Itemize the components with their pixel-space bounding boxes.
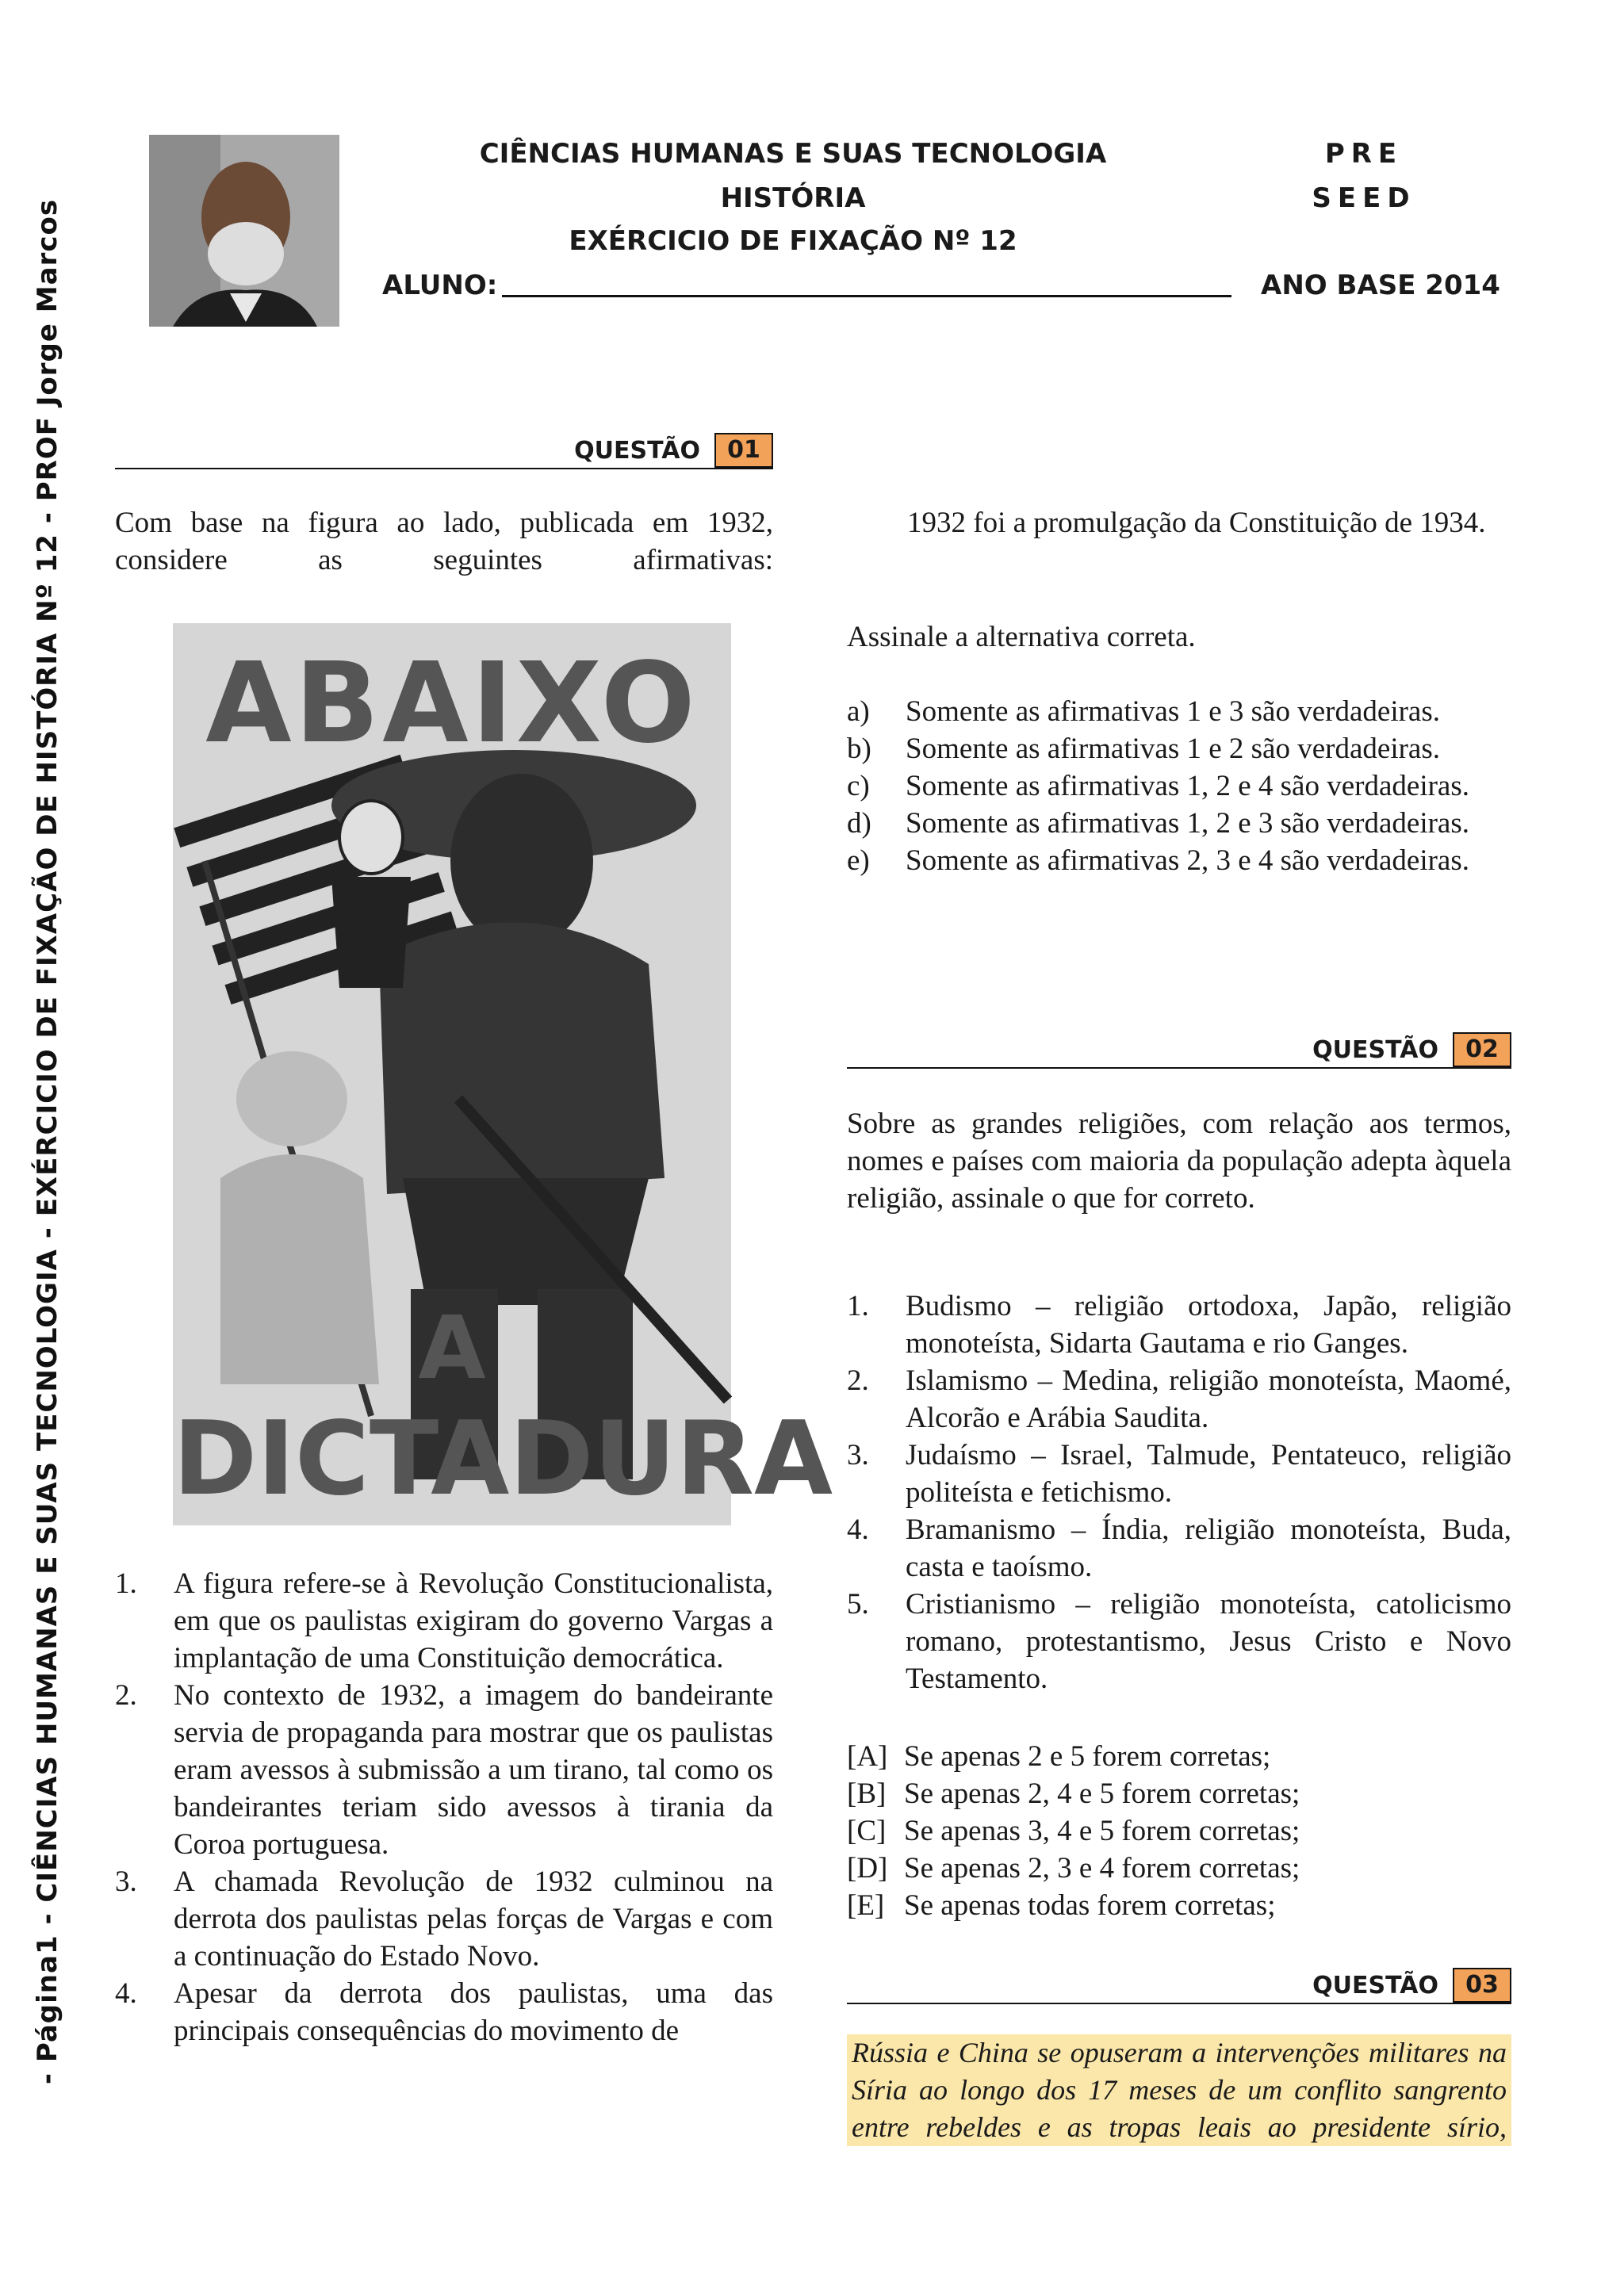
aluno-line[interactable] bbox=[502, 295, 1231, 297]
option-marker: d) bbox=[847, 807, 871, 840]
option-text: Se apenas 2, 3 e 4 forem corretas; bbox=[904, 1852, 1300, 1885]
answer-option-B[interactable] bbox=[847, 1775, 1511, 1812]
option-text: Se apenas 3, 4 e 5 forem corretas; bbox=[904, 1815, 1300, 1847]
option-marker: [E] bbox=[847, 1889, 885, 1922]
religion-item bbox=[847, 1586, 1511, 1697]
statement-item bbox=[115, 1565, 773, 1677]
statement-item bbox=[115, 1677, 773, 1863]
option-text: Somente as afirmativas 2, 3 e 4 são verdadeiras. bbox=[906, 844, 1469, 877]
question-01-statements bbox=[115, 1565, 773, 2049]
option-marker: a) bbox=[847, 695, 870, 728]
question-02-answers bbox=[847, 1738, 1511, 1924]
option-marker: [A] bbox=[847, 1740, 888, 1773]
portrait-image bbox=[149, 135, 339, 327]
poster-bottom-text: DICTADURA bbox=[173, 1400, 833, 1518]
answer-option-A[interactable] bbox=[847, 1738, 1511, 1775]
aluno-label: ALUNO: bbox=[382, 270, 498, 301]
header-exercise-title: EXÉRCICIO DE FIXAÇÃO Nº 12 bbox=[569, 225, 1017, 257]
answer-option-e[interactable] bbox=[847, 842, 1511, 879]
ano-base: ANO BASE 2014 bbox=[1261, 270, 1500, 301]
aluno-field[interactable] bbox=[382, 270, 1231, 301]
teacher-photo bbox=[149, 135, 339, 327]
answer-option-d[interactable] bbox=[847, 805, 1511, 842]
religion-item bbox=[847, 1362, 1511, 1437]
header-subject-area: CIÊNCIAS HUMANAS E SUAS TECNOLOGIA bbox=[479, 138, 1107, 170]
poster-top-text: ABAIXO bbox=[205, 639, 699, 768]
option-text: Se apenas 2, 4 e 5 forem corretas; bbox=[904, 1777, 1300, 1810]
question-label: QUESTÃO bbox=[1312, 1972, 1438, 1999]
option-text: Somente as afirmativas 1, 2 e 3 são verdadeiras. bbox=[906, 807, 1469, 840]
statement-4-continuation: 1932 foi a promulgação da Constituição de 1934. bbox=[907, 507, 1486, 539]
question-03-text: Rússia e China se opuseram a intervenções militares na Síria ao longo dos 17 meses de um conflito sangrento entre rebeldes e as tropas leais ao presidente sírio, bbox=[847, 2034, 1511, 2146]
option-text: Se apenas todas forem corretas; bbox=[904, 1889, 1276, 1922]
option-text: Somente as afirmativas 1, 2 e 4 são verdadeiras. bbox=[906, 770, 1469, 802]
option-marker: b) bbox=[847, 733, 871, 765]
question-number: 03 bbox=[1453, 1968, 1511, 2003]
statement-text: A chamada Revolução de 1932 culminou na derrota dos paulistas pelas forças de Vargas e com a continuação do Estado Novo. bbox=[174, 1866, 773, 1973]
statement-marker: 3. bbox=[115, 1866, 137, 1898]
answer-option-a[interactable] bbox=[847, 693, 1511, 730]
question-03-header bbox=[847, 1963, 1511, 2004]
statement-marker: 4. bbox=[115, 1977, 137, 2010]
question-02-header bbox=[847, 1027, 1511, 1069]
answer-option-D[interactable] bbox=[847, 1850, 1511, 1887]
header-pre: PRE bbox=[1324, 138, 1404, 170]
statement-item bbox=[115, 1975, 773, 2049]
option-text: Se apenas 2 e 5 forem corretas; bbox=[904, 1740, 1271, 1773]
answer-option-b[interactable] bbox=[847, 730, 1511, 767]
religion-item bbox=[847, 1511, 1511, 1586]
option-text: Somente as afirmativas 1 e 2 são verdadeiras. bbox=[906, 733, 1440, 765]
question-number: 02 bbox=[1453, 1032, 1511, 1067]
option-marker: [C] bbox=[847, 1815, 887, 1847]
question-label: QUESTÃO bbox=[1312, 1036, 1438, 1064]
question-01-intro: Com base na figura ao lado, publicada em 1932, considere as seguintes afirmativas: bbox=[115, 507, 773, 576]
option-marker: e) bbox=[847, 844, 870, 877]
header-subject: HISTÓRIA bbox=[720, 182, 866, 214]
item-marker: 4. bbox=[847, 1513, 869, 1546]
question-label: QUESTÃO bbox=[574, 437, 700, 465]
religion-item bbox=[847, 1437, 1511, 1511]
side-banner bbox=[32, 143, 63, 2141]
question-02-intro: Sobre as grandes religiões, com relação aos termos, nomes e países com maioria da população adepta àquela religião, assinale o que for correto. bbox=[847, 1108, 1511, 1215]
statement-marker: 2. bbox=[115, 1679, 137, 1712]
item-text: Cristianismo – religião monoteísta, catolicismo romano, protestantismo, Jesus Cristo e Novo Testamento. bbox=[906, 1588, 1511, 1695]
statement-item bbox=[115, 1863, 773, 1975]
question-01-options bbox=[847, 693, 1511, 879]
statement-text: Apesar da derrota dos paulistas, uma das principais consequências do movimento de bbox=[174, 1977, 773, 2047]
option-marker: [B] bbox=[847, 1777, 887, 1810]
answer-option-C[interactable] bbox=[847, 1812, 1511, 1850]
option-marker: [D] bbox=[847, 1852, 888, 1885]
statement-text: No contexto de 1932, a imagem do bandeirante servia de propaganda para mostrar que os paulistas eram avessos à submissão a um tirano, tal como os bandeirantes teriam sido avessos à tirania da Coroa portuguesa. bbox=[174, 1679, 773, 1861]
item-text: Bramanismo – Índia, religião monoteísta, Buda, casta e taoísmo. bbox=[906, 1513, 1511, 1583]
option-marker: c) bbox=[847, 770, 870, 802]
item-text: Islamismo – Medina, religião monoteísta, Maomé, Alcorão e Arábia Saudita. bbox=[906, 1364, 1511, 1434]
answer-option-E[interactable] bbox=[847, 1887, 1511, 1924]
answer-option-c[interactable] bbox=[847, 767, 1511, 805]
item-marker: 5. bbox=[847, 1588, 869, 1621]
religion-item bbox=[847, 1288, 1511, 1362]
poster-image bbox=[173, 623, 833, 1525]
statement-marker: 1. bbox=[115, 1567, 137, 1600]
item-text: Judaísmo – Israel, Talmude, Pentateuco, religião politeísta e fetichismo. bbox=[906, 1439, 1511, 1509]
item-marker: 1. bbox=[847, 1290, 869, 1322]
side-banner-text: - Página1 - CIÊNCIAS HUMANAS E SUAS TECNOLOGIA - EXÉRCICIO DE FIXAÇÃO DE HISTÓRIA Nº 12 - PROF Jorge Marcos bbox=[32, 198, 63, 2085]
question-02-items bbox=[847, 1288, 1511, 1697]
item-text: Budismo – religião ortodoxa, Japão, religião monoteísta, Sidarta Gautama e rio Ganges. bbox=[906, 1290, 1511, 1360]
item-marker: 3. bbox=[847, 1439, 869, 1471]
option-text: Somente as afirmativas 1 e 3 são verdadeiras. bbox=[906, 695, 1440, 728]
question-01-header bbox=[115, 428, 773, 469]
poster-middle-text: A bbox=[418, 1297, 486, 1399]
statement-text: A figura refere-se à Revolução Constitucionalista, em que os paulistas exigiram do governo Vargas a implantação de uma Constituição democrática. bbox=[174, 1567, 773, 1674]
header-seed: SEED bbox=[1312, 182, 1416, 214]
item-marker: 2. bbox=[847, 1364, 869, 1397]
question-number: 01 bbox=[714, 433, 773, 468]
question-01-instruction: Assinale a alternativa correta. bbox=[847, 621, 1196, 653]
